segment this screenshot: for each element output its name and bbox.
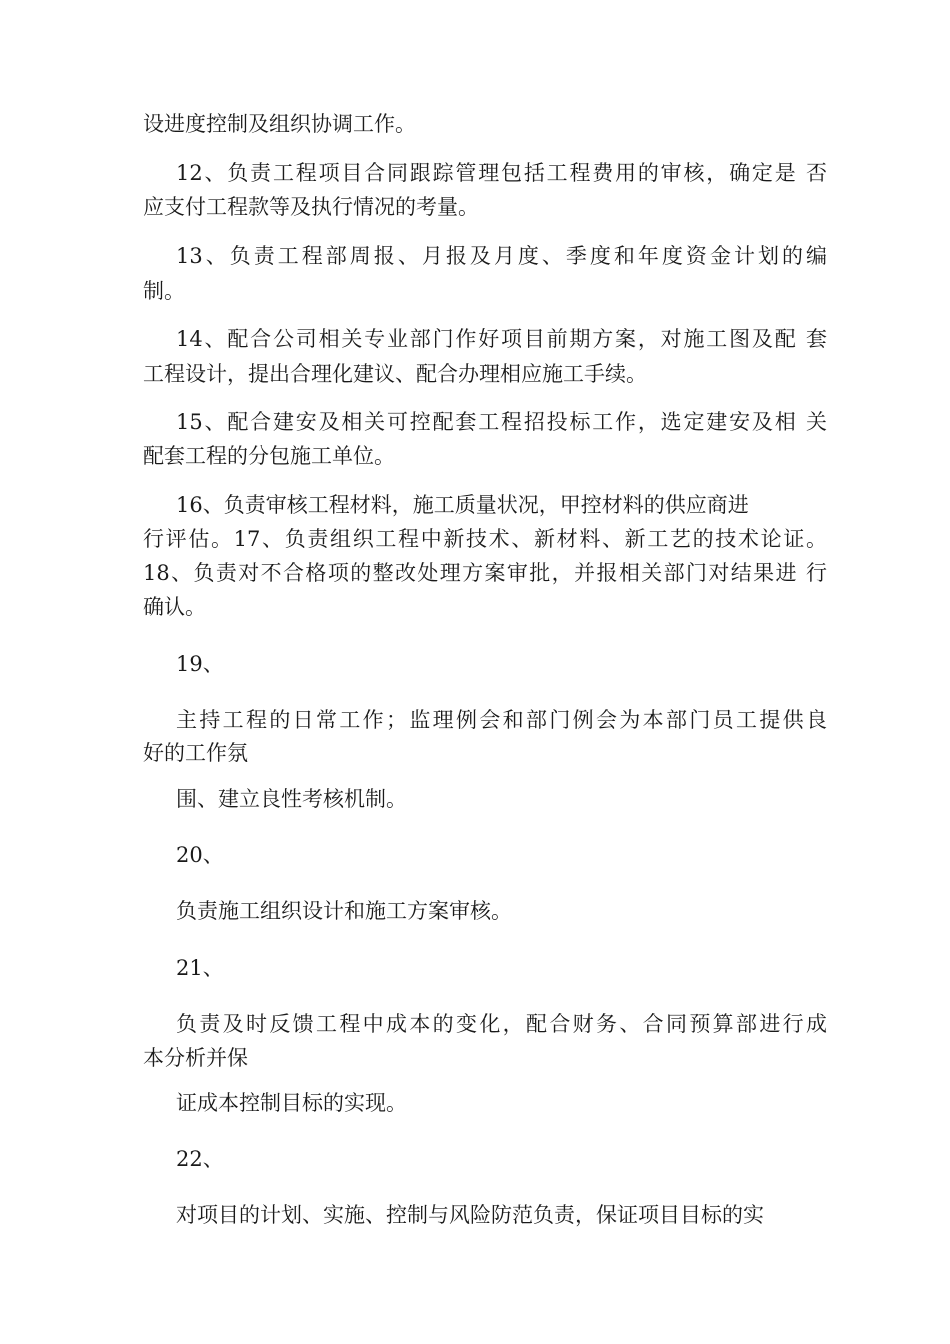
paragraph-12-line-1: 12、负责工程项目合同跟踪管理包括工程费用的审核，确定是 否 [176, 161, 827, 185]
paragraph-16-line-2: 行评估。17、负责组织工程中新技术、新材料、新工艺的技术论证。 [143, 527, 827, 551]
paragraph-18-line-2: 确认。 [143, 595, 206, 619]
paragraph-19-line-2: 好的工作氛 [143, 741, 248, 765]
paragraph-19-line-1: 主持工程的日常工作；监理例会和部门例会为本部门员工提供良 [176, 708, 827, 732]
paragraph-21-line-2: 本分析并保 [143, 1046, 248, 1070]
item-number-20: 20、 [176, 843, 224, 867]
paragraph-18-line-1: 18、负责对不合格项的整改处理方案审批，并报相关部门对结果进 行 [143, 561, 827, 585]
item-number-21: 21、 [176, 956, 224, 980]
paragraph-13-line-1: 13、负责工程部周报、月报及月度、季度和年度资金计划的编 [176, 244, 827, 268]
paragraph-21-line-3: 证成本控制目标的实现。 [176, 1091, 407, 1115]
paragraph-22-line-1: 对项目的计划、实施、控制与风险防范负责，保证项目目标的实 [176, 1203, 764, 1227]
text-line: 设进度控制及组织协调工作。 [143, 112, 416, 136]
paragraph-14-line-2: 工程设计，提出合理化建议、配合办理相应施工手续。 [143, 362, 647, 386]
paragraph-19-line-3: 围、建立良性考核机制。 [176, 787, 407, 811]
paragraph-14-line-1: 14、配合公司相关专业部门作好项目前期方案，对施工图及配 套 [176, 327, 827, 351]
paragraph-12-line-2: 应支付工程款等及执行情况的考量。 [143, 195, 479, 219]
paragraph-21-line-1: 负责及时反馈工程中成本的变化，配合财务、合同预算部进行成 [176, 1012, 827, 1036]
paragraph-15-line-2: 配套工程的分包施工单位。 [143, 444, 395, 468]
item-number-22: 22、 [176, 1147, 224, 1171]
paragraph-13-line-2: 制。 [143, 279, 185, 303]
paragraph-20-line-1: 负责施工组织设计和施工方案审核。 [176, 899, 512, 923]
paragraph-15-line-1: 15、配合建安及相关可控配套工程招投标工作，选定建安及相 关 [176, 410, 827, 434]
paragraph-16-line-1: 16、负责审核工程材料，施工质量状况，甲控材料的供应商进 [176, 493, 749, 517]
item-number-19: 19、 [176, 652, 224, 676]
